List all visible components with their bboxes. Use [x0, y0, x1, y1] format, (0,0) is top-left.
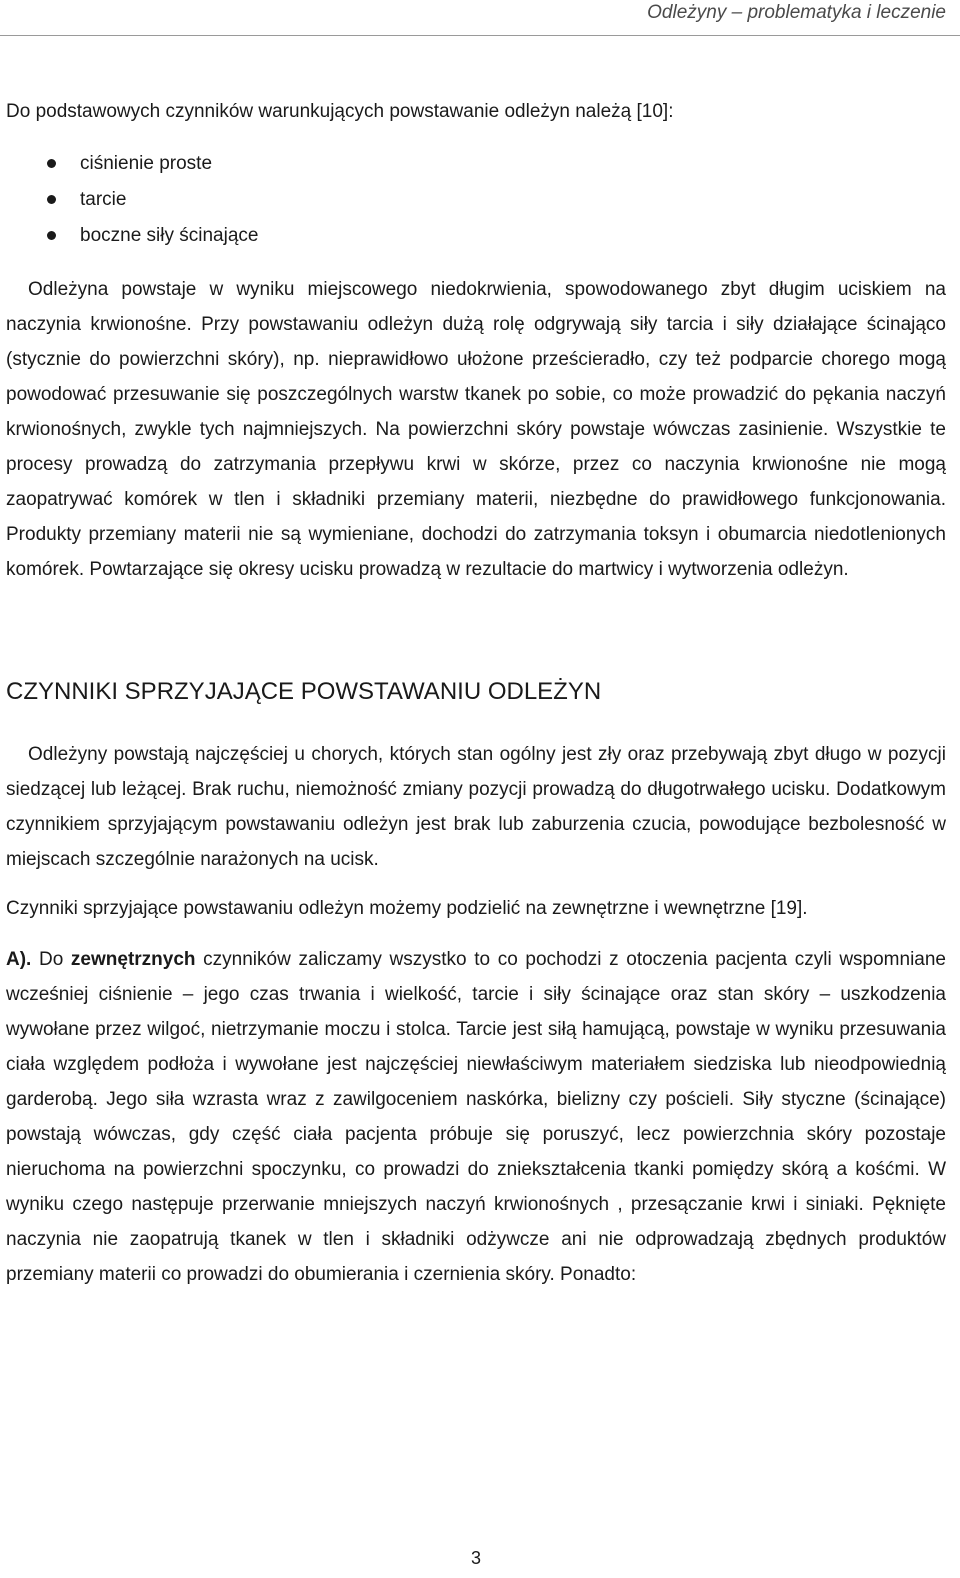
bullet-icon	[47, 231, 56, 240]
page-number: 3	[470, 1548, 481, 1568]
paragraph-text: czynników zaliczamy wszystko to co pochodzi z otoczenia pacjenta czyli wspomniane wcześniej ciśnienie – jego czas trwania i wielkość, tarcie i siły ścinające oraz stan skóry – uszkodzenia wywołane przez wilgoć, nietrzymanie moczu i stolca. Tarcie jest siłą hamującą, powstaje w wyniku przesuwania ciała względem podłoża i wywołane jest najczęściej niewłaściwym materiałem siedziska lub nieodpowiednią garderobą. Jego siła wzrasta wraz z zawilgoceniem naskórka, bielizny czy pościeli. Siły styczne (ścinające) powstają wówczas, gdy część ciała pacjenta próbuje się poruszyć, lecz powierzchnia skóry pozostaje nieruchoma na powierzchni spoczynku, co prowadzi do zniekształcenia tkanki pomiędzy skórą a kośćmi. W wyniku czego następuje przerwanie mniejszych naczyń krwionośnych , przesączanie krwi i siniaki. Pęknięte naczynia nie zaopatrują tkanek w tlen i składniki odżywcze ani nie odprowadzają zbędnych produktów przemiany materii co prowadzi do obumierania i czernienia skóry. Ponadto:	[6, 949, 946, 1285]
list-label: A).	[6, 949, 32, 970]
paragraph-text: Do	[31, 949, 71, 970]
risk-factors-paragraph: Odleżyny powstają najczęściej u chorych, których stan ogólny jest zły oraz przebywają zbyt długo w pozycji siedzącej lub leżącej. Brak ruchu, niemożność zmiany pozycji prowadzą do długotrwałego ucisku. Dodatkowym czynnikiem sprzyjającym powstawaniu odleżyn jest brak lub zaburzenia czucia, powodujące bezbolesność w miejscach szczególnie narażonych na ucisk.	[6, 744, 946, 870]
bullet-icon	[47, 195, 56, 204]
header-divider	[0, 35, 960, 36]
classification-paragraph: Czynniki sprzyjające powstawaniu odleżyn możemy podzielić na zewnętrzne i wewnętrzne [19].	[6, 898, 808, 919]
mechanism-paragraph: Odleżyna powstaje w wyniku miejscowego niedokrwienia, spowodowanego zbyt długim uciskiem na naczynia krwionośne. Przy powstawaniu odleżyn dużą rolę odgrywają siły tarcia i siły działające ścinająco (stycznie do powierzchni skóry), np. nieprawidłowo ułożone prześcieradło, czy też podparcie chorego mogą powodować przesuwanie się poszczególnych warstw tkanek po sobie, co może prowadzić do pękania naczyń krwionośnych, zwykle tych najmniejszych. Na powierzchni skóry powstaje wówczas zasinienie. Wszystkie te procesy prowadzą do zatrzymania przepływu krwi w skórze, przez co naczynia krwionośne nie mogą zaopatrywać komórek w tlen i składniki przemiany materii, niezbędne do prawidłowego funkcjonowania. Produkty przemiany materii nie są wymieniane, dochodzi do zatrzymania toksyn i obumarcia niedotlenionych komórek. Powtarzające się okresy ucisku prowadzą w rezultacie do martwicy i wytworzenia odleżyn.	[6, 279, 946, 580]
list-item	[80, 146, 946, 182]
emphasis-term: zewnętrznych	[70, 949, 196, 970]
list-item	[80, 182, 946, 218]
running-header-title: Odleżyny – problematyka i leczenie	[647, 2, 946, 23]
factor-bullet-list	[6, 146, 946, 254]
list-item-text: tarcie	[80, 189, 127, 210]
list-item-text: boczne siły ścinające	[80, 225, 259, 246]
list-item-text: ciśnienie proste	[80, 153, 213, 174]
bullet-icon	[47, 159, 56, 168]
page-content	[6, 94, 946, 1292]
intro-lead-paragraph: Do podstawowych czynników warunkujących powstawanie odleżyn należą [10]:	[6, 101, 674, 122]
section-heading: CZYNNIKI SPRZYJAJĄCE POWSTAWANIU ODLEŻYN	[6, 678, 602, 705]
external-factors-paragraph	[6, 942, 946, 1292]
list-item	[80, 218, 946, 254]
